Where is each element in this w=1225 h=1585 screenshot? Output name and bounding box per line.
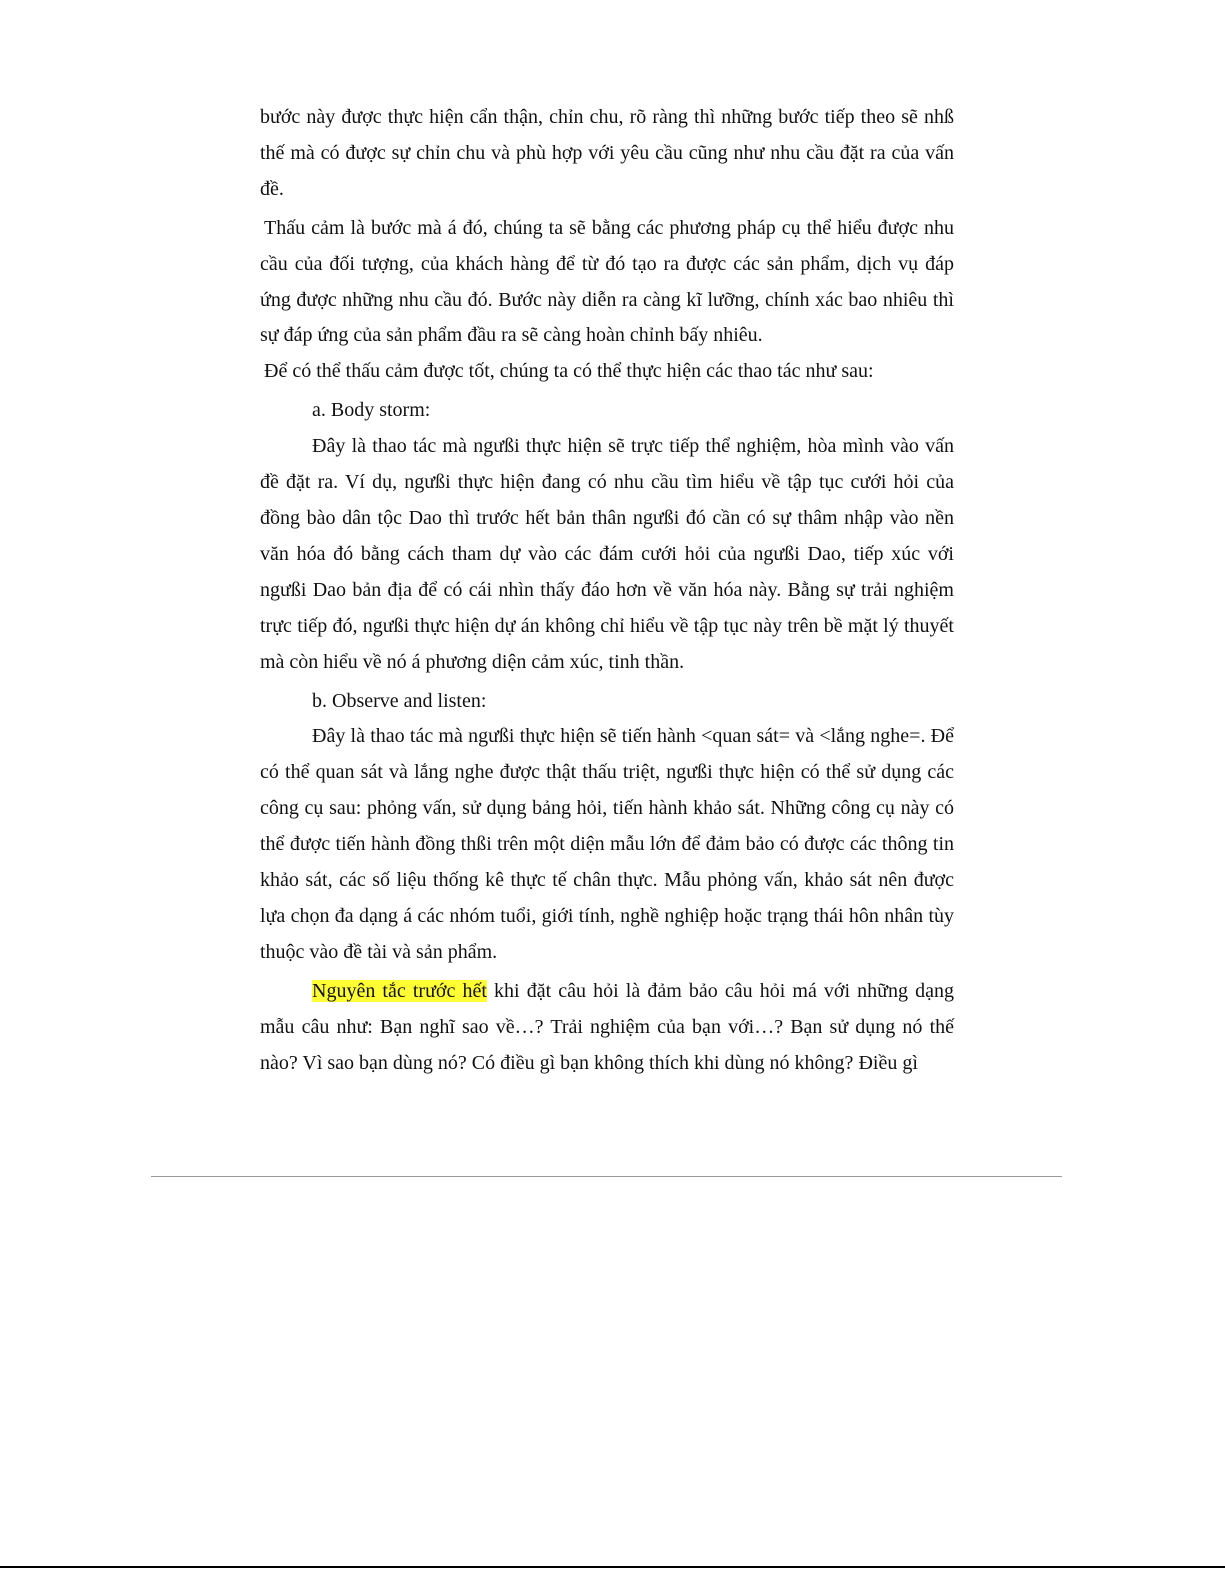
paragraph-question-principle: [260, 974, 954, 1082]
highlighted-text: Nguyên tắc trước hết: [312, 979, 487, 1002]
bottom-border: [0, 1566, 1225, 1568]
paragraph-observe-listen: Đây là thao tác mà ngưßi thực hiện sẽ tiến hành <quan sát= và <lắng nghe=. Để có thể quan sát và lắng nghe được thật thấu triệt, ngưßi thực hiện có thể sử dụng các công cụ sau: phỏng vấn, sử dụng bảng hỏi, tiến hành khảo sát. Những công cụ này có thể được tiến hành đồng thßi trên một diện mẫu lớn để đảm bảo có được các thông tin khảo sát, các số liệu thống kê thực tế chân thực. Mẫu phỏng vấn, khảo sát nên được lựa chọn đa dạng á các nhóm tuổi, giới tính, nghề nghiệp hoặc trạng thái hôn nhân tùy thuộc vào đề tài và sản phẩm.: [260, 725, 954, 963]
heading-body-storm: a. Body storm:: [312, 399, 431, 422]
paragraph-methods-intro: Để có thể thấu cảm được tốt, chúng ta có thể thực hiện các thao tác như sau:: [264, 360, 874, 383]
paragraph-intro: bước này được thực hiện cẩn thận, chỉn chu, rõ ràng thì những bước tiếp theo sẽ nhß thế mà có được sự chỉn chu và phù hợp với yêu cầu cũng như nhu cầu đặt ra của vấn đề.: [260, 106, 954, 200]
page-break-divider: [151, 1176, 1062, 1177]
question-principle-text: khi đặt câu hỏi là đảm bảo câu hỏi má với những dạng mẫu câu như: Bạn nghĩ sao về…? Trải nghiệm của bạn với…? Bạn sử dụng nó thế nào? Vì sao bạn dùng nó? Có điều gì bạn không thích khi dùng nó không? Điều gì: [260, 979, 955, 1074]
paragraph-body-storm: Đây là thao tác mà ngưßi thực hiện sẽ trực tiếp thể nghiệm, hòa mình vào vấn đề đặt ra. Ví dụ, ngưßi thực hiện đang có nhu cầu tìm hiểu về tập tục cưới hỏi của đồng bào dân tộc Dao thì trước hết bản thân ngưßi đó cần có sự thâm nhập vào nền văn hóa đó bằng cách tham dự vào các đám cưới hỏi của ngưßi Dao, tiếp xúc với ngưßi Dao bản địa để có cái nhìn thấy đáo hơn về văn hóa này. Bằng sự trải nghiệm trực tiếp đó, ngưßi thực hiện dự án không chỉ hiểu về tập tục này trên bề mặt lý thuyết mà còn hiểu về nó á phương diện cảm xúc, tinh thần.: [260, 435, 954, 673]
document-body: [260, 100, 954, 1081]
heading-observe-listen: b. Observe and listen:: [312, 689, 487, 712]
paragraph-empathy: Thấu cảm là bước mà á đó, chúng ta sẽ bằng các phương pháp cụ thể hiểu được nhu cầu của đối tượng, của khách hàng để từ đó tạo ra được các sản phẩm, dịch vụ đáp ứng được những nhu cầu đó. Bước này diễn ra càng kĩ lưỡng, chính xác bao nhiêu thì sự đáp ứng của sản phẩm đầu ra sẽ càng hoàn chỉnh bấy nhiêu.: [260, 216, 954, 347]
